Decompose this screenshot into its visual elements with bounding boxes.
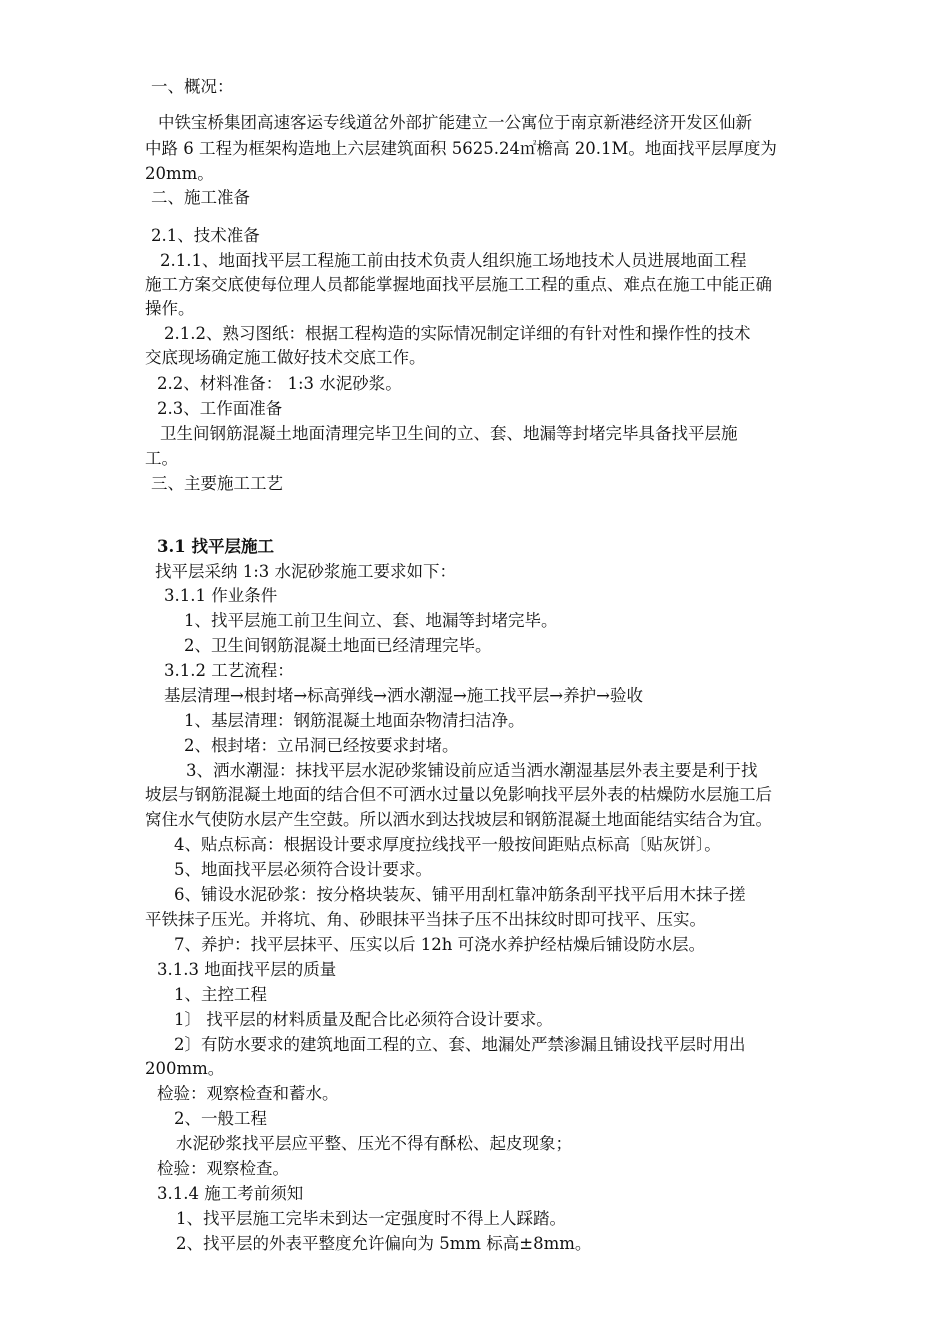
paragraph-line: 平铁抹子压光。并将坑、角、砂眼抹平当抹子压不出抹纹时即可找平、压实。 [145, 910, 706, 929]
process-flow: 基层清理→根封堵→标高弹线→洒水潮湿→施工找平层→养护→验收 [164, 686, 643, 705]
list-item: 7、养护：找平层抹平、压实以后 12h 可浇水养护经枯燥后铺设防水层。 [174, 935, 706, 954]
subheading: 3.1.3 地面找平层的质量 [157, 960, 337, 979]
list-item: 4、贴点标高：根据设计要求厚度拉线找平一般按间距贴点标高〔贴灰饼〕。 [174, 835, 721, 854]
paragraph-line: 中路 6 工程为框架构造地上六层建筑面积 5625.24㎡檐高 20.1M。地面找平层厚度为 [145, 139, 777, 158]
list-item: 1、主控工程 [174, 985, 267, 1004]
subheading: 2.1、技术准备 [151, 226, 260, 245]
list-item: 2、一般工程 [174, 1109, 267, 1128]
paragraph-line: 交底现场确定施工做好技术交底工作。 [145, 348, 426, 367]
inspection-line: 检验：观察检查。 [157, 1159, 289, 1178]
subheading: 2.2、材料准备： 1:3 水泥砂浆。 [157, 374, 402, 393]
heading-overview: 一、概况： [151, 77, 234, 96]
list-item: 1、基层清理：钢筋混凝土地面杂物清扫洁净。 [184, 711, 525, 730]
list-item: 2、根封堵：立吊洞已经按要求封堵。 [184, 736, 459, 755]
list-item: 2、找平层的外表平整度允许偏向为 5mm 标高±8mm。 [176, 1234, 592, 1253]
paragraph-line: 坡层与钢筋混凝土地面的结合但不可洒水过量以免影响找平层外表的枯燥防水层施工后 [145, 785, 772, 804]
subheading: 2.3、工作面准备 [157, 399, 283, 418]
paragraph-line: 2.1.2、熟习图纸：根据工程构造的实际情况制定详细的有针对性和操作性的技术 [164, 324, 751, 343]
list-item: 1〕 找平层的材料质量及配合比必须符合设计要求。 [174, 1010, 553, 1029]
heading-process: 三、主要施工工艺 [151, 474, 283, 493]
paragraph-line: 找平层采纳 1:3 水泥砂浆施工要求如下： [155, 562, 457, 581]
list-item: 1、找平层施工前卫生间立、套、地漏等封堵完毕。 [184, 611, 558, 630]
list-item: 5、地面找平层必须符合设计要求。 [174, 860, 432, 879]
list-item: 1、找平层施工完毕未到达一定强度时不得上人踩踏。 [176, 1209, 566, 1228]
paragraph-line: 工。 [145, 449, 178, 468]
list-item: 3、洒水潮湿：抹找平层水泥砂浆铺设前应适当洒水潮湿基层外表主要是利于找 [186, 761, 758, 780]
list-item: 2、卫生间钢筋混凝土地面已经清理完毕。 [184, 636, 492, 655]
subheading: 3.1.4 施工考前须知 [157, 1184, 304, 1203]
heading-preparation: 二、施工准备 [151, 188, 250, 207]
paragraph-line: 200mm。 [145, 1059, 225, 1078]
inspection-line: 检验：观察检查和蓄水。 [157, 1084, 339, 1103]
paragraph-line: 卫生间钢筋混凝土地面清理完毕卫生间的立、套、地漏等封堵完毕具备找平层施 [160, 424, 738, 443]
subheading-leveling: 3.1 找平层施工 [157, 537, 274, 556]
paragraph-line: 水泥砂浆找平层应平整、压光不得有酥松、起皮现象； [176, 1134, 572, 1153]
paragraph-line: 窝住水气使防水层产生空鼓。所以洒水到达找坡层和钢筋混凝土地面能结实结合为宜。 [145, 810, 772, 829]
paragraph-line: 中铁宝桥集团高速客运专线道岔外部扩能建立一公寓位于南京新港经济开发区仙新 [158, 113, 752, 132]
paragraph-line: 操作。 [145, 299, 195, 318]
list-item: 6、铺设水泥砂浆：按分格块装灰、铺平用刮杠靠冲筋条刮平找平后用木抹子搓 [174, 885, 746, 904]
subheading: 3.1.2 工艺流程： [164, 661, 294, 680]
subheading: 3.1.1 作业条件 [164, 586, 278, 605]
paragraph-line: 2.1.1、地面找平层工程施工前由技术负责人组织施工场地技术人员进展地面工程 [160, 251, 747, 270]
list-item: 2〕有防水要求的建筑地面工程的立、套、地漏处严禁渗漏且铺设找平层时用出 [174, 1035, 746, 1054]
paragraph-line: 施工方案交底使每位理人员都能掌握地面找平层施工工程的重点、难点在施工中能正确 [145, 275, 772, 294]
paragraph-line: 20mm。 [145, 164, 214, 183]
